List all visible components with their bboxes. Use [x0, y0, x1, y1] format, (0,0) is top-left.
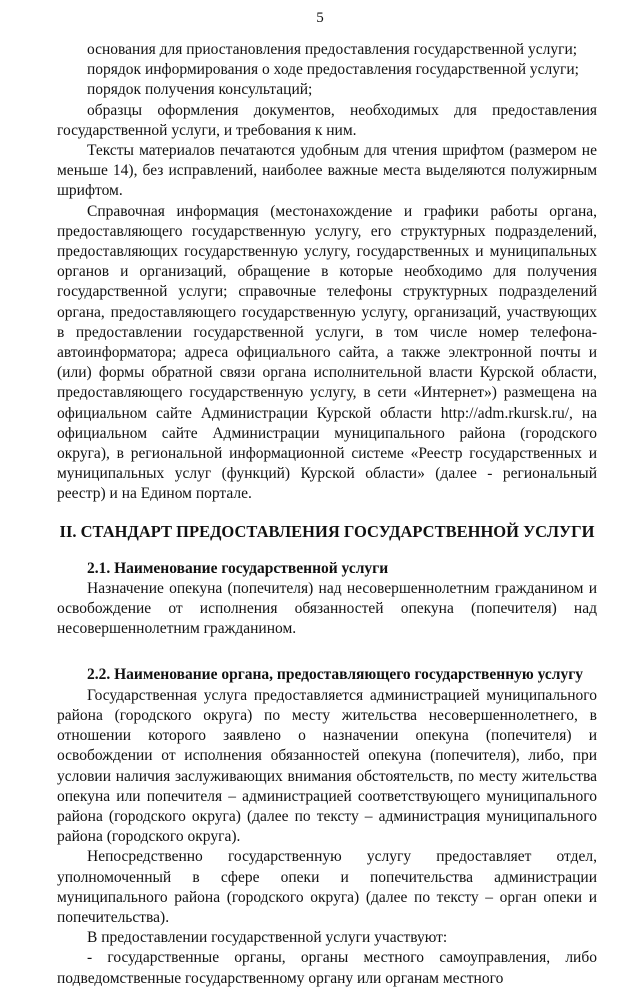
intro-item: образцы оформления документов, необходимых для предоставления государственной услуги, и требования к ним. — [57, 101, 597, 139]
paragraph-fonts: Тексты материалов печатаются удобным для чтения шрифтом (размером не меньше 14), без исправлений, наиболее важные места выделяются полужирным шрифтом. — [57, 142, 597, 200]
intro-item: основания для приостановления предоставления государственной услуги; — [87, 41, 578, 58]
intro-item: порядок информирования о ходе предоставления государственной услуги; — [87, 61, 579, 79]
page-number: 5 — [316, 10, 324, 26]
spacer — [57, 639, 597, 657]
subheading-2-2: 2.2. Наименование органа, предоставляющего государственную услугу — [87, 666, 584, 684]
paragraph-2-2: В предоставлении государственной услуги участвуют: — [87, 929, 448, 947]
section-title: II. СТАНДАРТ ПРЕДОСТАВЛЕНИЯ ГОСУДАРСТВЕННОЙ УСЛУГИ — [59, 521, 595, 541]
intro-item: порядок получения консультаций; — [87, 81, 313, 99]
paragraph-2-2: - государственные органы, органы местного самоуправления, либо подведомственные государственному органу или органам местного — [57, 949, 597, 987]
paragraph-2-1: Назначение опекуна (попечителя) над несовершеннолетним гражданином и освобождение от исполнения обязанностей опекуна (попечителя) над несовершеннолетним гражданином. — [57, 579, 597, 638]
subheading-2-1: 2.1. Наименование государственной услуги — [87, 559, 389, 577]
document-body — [57, 40, 597, 989]
paragraph-reference: Справочная информация (местонахождение и графики работы органа, предоставляющего государственную услугу, его структурных подразделений, предоставляющих государственную услугу, государственных и муниципальных органов и организаций, обращение в которые необходимо для получения государственной услуги; справочные телефоны структурных подразделений органа, предоставляющего государственную услугу, организаций, участвующих в предоставлении государственной услуги, в том числе номер телефона-автоинформатора; адреса официального сайта, а также электронной почты и (или) формы обратной связи органа исполнительной власти Курской области, предоставляющего государственную услугу, в сети «Интернет») размещена на официальном сайте Администрации Курской области http://adm.rkursk.ru/, на официальном сайте Администрации муниципального района (городского округа), в региональной информационной системе «Реестр государственных и муниципальных услуг (функций) Курской области» (далее - региональный реестр) и на Едином портале. — [57, 202, 597, 503]
paragraph-2-2: Непосредственно государственную услугу предоставляет отдел, уполномоченный в сфере опеки и попечительства администрации муниципального района (городского округа) (далее по тексту – орган опеки и попечительства). — [57, 848, 597, 926]
paragraph-2-2: Государственная услуга предоставляется администрацией муниципального района (городского округа) по месту жительства несовершеннолетнего, в отношении которого заявлено о назначении опекуна (попечителя) и освобождении от исполнения обязанностей опекуна (попечителя), либо, при условии наличия заслуживающих внимания обстоятельств, по месту жительства опекуна или попечителя – администрацией соответствующего муниципального района (городского округа) (далее по тексту – администрация муниципального района (городского округа). — [57, 686, 597, 846]
